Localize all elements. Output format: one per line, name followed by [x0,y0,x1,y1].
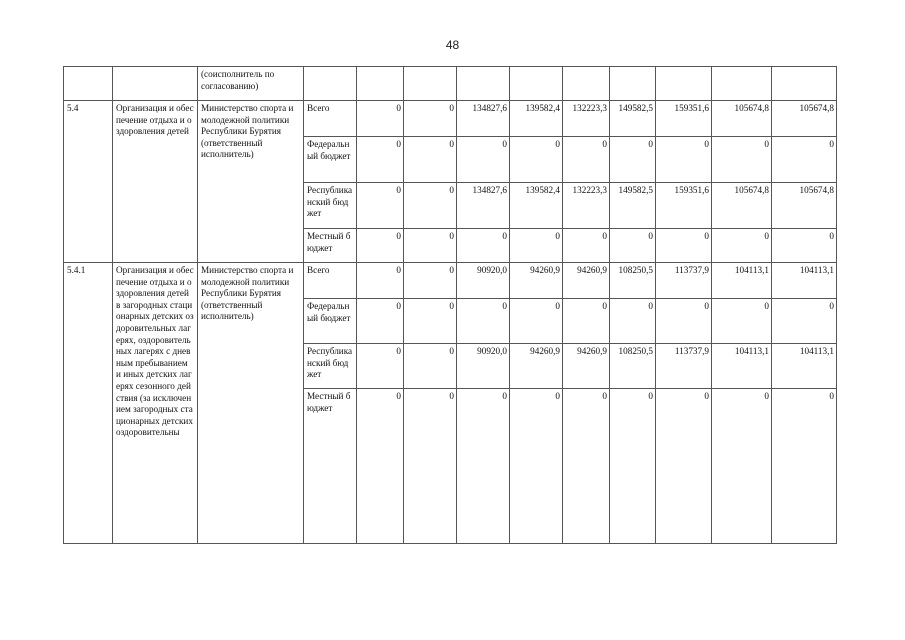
value-cell: 0 [457,229,510,263]
table-row [64,263,837,299]
value-cell: 0 [563,389,610,544]
value-cell: 0 [357,137,404,183]
value-cell: 0 [457,137,510,183]
value-cell: 0 [357,101,404,137]
value-cell [656,67,712,101]
funding-source: Всего [304,263,357,299]
value-cell: 0 [357,299,404,344]
table-row [64,67,837,101]
funding-source: Всего [304,101,357,137]
value-cell: 0 [563,299,610,344]
value-cell: 0 [404,344,457,389]
funding-source: Местный бюджет [304,229,357,263]
value-cell: 0 [357,263,404,299]
value-cell: 104113,1 [772,263,837,299]
value-cell: 0 [712,389,772,544]
funding-source: Республиканский бюджет [304,183,357,229]
value-cell: 149582,5 [610,101,656,137]
value-cell: 94260,9 [563,344,610,389]
value-cell: 139582,4 [510,101,563,137]
value-cell: 159351,6 [656,101,712,137]
value-cell: 0 [404,137,457,183]
value-cell: 105674,8 [712,101,772,137]
value-cell [510,67,563,101]
value-cell: 0 [772,389,837,544]
value-cell: 0 [712,137,772,183]
value-cell: 0 [656,299,712,344]
value-cell: 94260,9 [563,263,610,299]
value-cell: 0 [457,389,510,544]
value-cell: 0 [404,389,457,544]
value-cell: 0 [510,389,563,544]
value-cell [563,67,610,101]
value-cell: 113737,9 [656,263,712,299]
value-cell: 90920,0 [457,263,510,299]
value-cell: 0 [404,299,457,344]
name-cell [113,67,198,101]
value-cell [357,67,404,101]
value-cell [457,67,510,101]
value-cell: 0 [563,137,610,183]
value-cell: 0 [457,299,510,344]
source-cell [304,67,357,101]
value-cell: 0 [656,137,712,183]
value-cell: 0 [610,389,656,544]
value-cell: 0 [772,137,837,183]
value-cell: 104113,1 [772,344,837,389]
item-executor: Министерство спорта и молодежной политики Республики Бурятия (ответственный исполнитель) [198,263,304,544]
value-cell: 113737,9 [656,344,712,389]
item-executor: Министерство спорта и молодежной политики Республики Бурятия (ответственный исполнитель) [198,101,304,263]
value-cell: 0 [404,263,457,299]
value-cell: 90920,0 [457,344,510,389]
funding-source: Местный бюджет [304,389,357,544]
value-cell: 0 [404,101,457,137]
value-cell [712,67,772,101]
value-cell [404,67,457,101]
value-cell: 108250,5 [610,344,656,389]
page-number: 48 [445,38,460,52]
value-cell: 0 [357,389,404,544]
value-cell: 105674,8 [772,183,837,229]
value-cell: 0 [404,183,457,229]
value-cell: 94260,9 [510,263,563,299]
table-body [64,67,837,544]
value-cell: 0 [772,299,837,344]
budget-table [63,66,837,544]
value-cell: 0 [772,229,837,263]
value-cell: 0 [712,229,772,263]
item-code: 5.4 [64,101,113,263]
value-cell: 0 [563,229,610,263]
value-cell: 0 [656,229,712,263]
executor-note-cell: (соисполнитель по согласованию) [198,67,304,101]
value-cell: 105674,8 [712,183,772,229]
value-cell: 0 [610,137,656,183]
value-cell: 0 [510,137,563,183]
item-name: Организация и обеспечение отдыха и оздоровления детей в загородных стационарных детских оздоровительных лагерях, оздоровительных лагерях с дневным пребыванием и иных детских лагерях сезонного действия (за исключением загородных стационарных детских оздоровительны [113,263,198,544]
value-cell [610,67,656,101]
value-cell: 0 [357,344,404,389]
value-cell: 104113,1 [712,344,772,389]
value-cell: 132223,3 [563,183,610,229]
value-cell: 134827,6 [457,101,510,137]
value-cell: 134827,6 [457,183,510,229]
value-cell: 132223,3 [563,101,610,137]
funding-source: Федеральный бюджет [304,137,357,183]
value-cell: 0 [357,229,404,263]
value-cell: 0 [510,229,563,263]
value-cell: 149582,5 [610,183,656,229]
item-name: Организация и обеспечение отдыха и оздоровления детей [113,101,198,263]
value-cell: 0 [404,229,457,263]
value-cell: 0 [610,229,656,263]
item-code: 5.4.1 [64,263,113,544]
value-cell: 105674,8 [772,101,837,137]
value-cell: 0 [712,299,772,344]
value-cell: 104113,1 [712,263,772,299]
value-cell: 139582,4 [510,183,563,229]
value-cell: 94260,9 [510,344,563,389]
value-cell: 0 [510,299,563,344]
value-cell: 0 [656,389,712,544]
value-cell: 108250,5 [610,263,656,299]
value-cell: 0 [357,183,404,229]
value-cell: 0 [610,299,656,344]
funding-source: Республиканский бюджет [304,344,357,389]
funding-source: Федеральный бюджет [304,299,357,344]
code-cell [64,67,113,101]
table-row [64,101,837,137]
value-cell: 159351,6 [656,183,712,229]
value-cell [772,67,837,101]
